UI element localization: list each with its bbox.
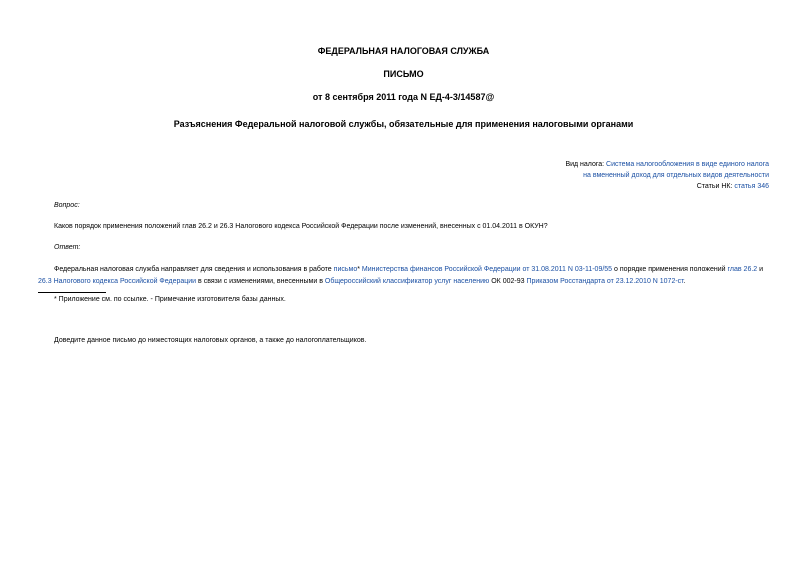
- answer-text-7: .: [683, 278, 686, 285]
- rosstandart-order-link[interactable]: Приказом Росстандарта от 23.12.2010 N 1072-ст: [526, 278, 684, 285]
- tax-type-line-2: [565, 170, 769, 181]
- answer-label: Ответ:: [54, 244, 81, 251]
- closing-paragraph: Доведите данное письмо до нижестоящих налоговых органов, а также до налогоплательщиков.: [54, 337, 367, 344]
- footnote-divider: [38, 292, 106, 293]
- tax-type-label: Вид налога:: [565, 161, 607, 168]
- letter-link[interactable]: письмо: [333, 266, 358, 273]
- answer-text-3: о порядке применения положений: [612, 266, 728, 273]
- question-text: Каков порядок применения положений глав 26.2 и 26.3 Налогового кодекса Российской Федерации после изменений, внесенных с 01.04.2011 в ОКУН?: [54, 223, 548, 230]
- date-number-heading: от 8 сентября 2011 года N ЕД-4-3/14587@: [312, 92, 495, 102]
- answer-text-5: в связи с изменениями, внесенными в: [196, 278, 325, 285]
- question-label: Вопрос:: [54, 202, 80, 209]
- agency-heading: ФЕДЕРАЛЬНАЯ НАЛОГОВАЯ СЛУЖБА: [317, 46, 490, 56]
- document-type-heading: ПИСЬМО: [383, 69, 424, 79]
- articles-line: [565, 181, 769, 192]
- tax-type-link-2[interactable]: на вмененный доход для отдельных видов деятельности: [583, 172, 769, 179]
- chapter-26-3-link[interactable]: 26.3 Налогового кодекса Российской Федерации: [38, 278, 197, 285]
- footnote-text: * Приложение см. по ссылке. - Примечание изготовителя базы данных.: [54, 296, 286, 303]
- answer-text-4: и: [757, 266, 764, 273]
- answer-text-1: Федеральная налоговая служба направляет для сведения и использования в работе: [54, 266, 334, 273]
- minfin-letter-link[interactable]: Министерства финансов Российской Федерации от 31.08.2011 N 03-11-09/55: [361, 266, 613, 273]
- chapter-26-2-link[interactable]: глав 26.2: [727, 266, 758, 273]
- articles-label: Статьи НК:: [696, 183, 735, 190]
- answer-paragraph: [38, 264, 773, 288]
- okun-classifier-link[interactable]: Общероссийский классификатор услуг населению: [324, 278, 490, 285]
- tax-metadata: [565, 159, 769, 192]
- tax-type-link-1[interactable]: Система налогообложения в виде единого налога: [606, 161, 769, 168]
- articles-link[interactable]: статья 346: [734, 183, 769, 190]
- answer-text-2: *: [357, 266, 362, 273]
- tax-type-line-1: [565, 159, 769, 170]
- document-subject: Разъяснения Федеральной налоговой службы, обязательные для применения налоговыми органами: [173, 119, 634, 129]
- answer-text-6: ОК 002-93: [489, 278, 527, 285]
